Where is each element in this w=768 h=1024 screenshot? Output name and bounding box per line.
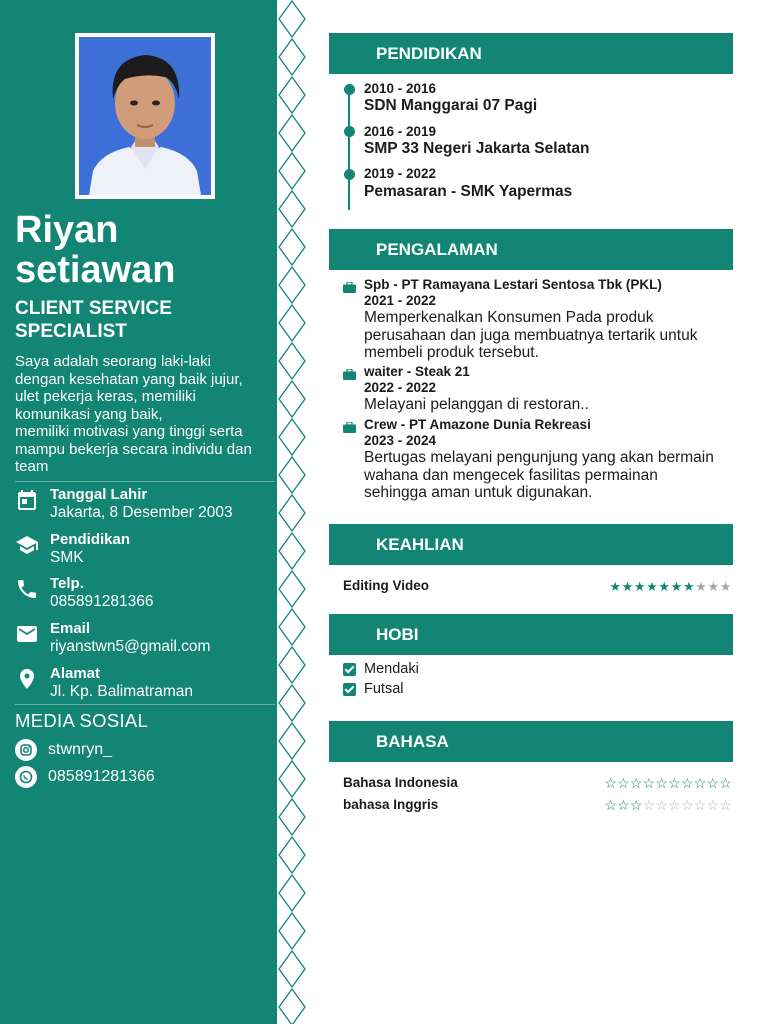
briefcase-icon [343, 420, 356, 431]
education-years: 2016 - 2019 [364, 124, 437, 139]
star-empty-icon: ★ [719, 579, 732, 594]
info-label: Alamat [50, 665, 101, 682]
hobby-text: Futsal [364, 681, 404, 697]
skill-rating-stars [609, 579, 732, 595]
star-filled-icon: ☆ [629, 775, 643, 791]
star-empty-icon: ☆ [680, 797, 694, 813]
social-text: 085891281366 [48, 768, 155, 785]
star-filled-icon: ★ [682, 579, 696, 594]
timeline-line [348, 84, 350, 210]
star-filled-icon: ★ [609, 579, 622, 594]
experience-desc-line: membeli produk tersebut. [364, 344, 539, 361]
timeline-dot [344, 126, 355, 137]
instagram-icon [15, 739, 37, 761]
star-filled-icon: ★ [670, 579, 683, 594]
experience-desc [364, 396, 736, 414]
about-line: Saya adalah seorang laki-laki [15, 353, 211, 370]
about-line: komunikasi yang baik, [15, 405, 163, 423]
timeline-dot [344, 169, 355, 180]
about-line: team [15, 458, 49, 475]
info-value: 085891281366 [50, 593, 154, 610]
star-filled-icon: ☆ [642, 775, 656, 791]
star-filled-icon: ☆ [629, 797, 643, 813]
info-value: Jl. Kp. Balimatraman [50, 683, 193, 700]
star-filled-icon: ☆ [719, 775, 732, 791]
divider [15, 481, 275, 482]
job-title [15, 297, 270, 343]
info-label: Email [50, 620, 91, 637]
star-empty-icon: ★ [707, 579, 720, 594]
checkbox-icon [343, 663, 356, 676]
info-label: Pendidikan [50, 531, 131, 548]
education-school: Pemasaran - SMK Yapermas [364, 183, 573, 200]
experience-desc-line: wahana dan mengecek fasilitas permainan [364, 466, 658, 484]
education-school: SMP 33 Negeri Jakarta Selatan [364, 140, 590, 157]
sidebar [0, 0, 277, 1024]
experience-desc-line: Melayani pelanggan di restoran.. [364, 396, 589, 413]
star-empty-icon: ☆ [693, 797, 707, 813]
section-header-bahasa: BAHASA [329, 721, 733, 762]
timeline-dot [344, 84, 355, 95]
checkbox-icon [343, 683, 356, 696]
phone-icon [15, 577, 39, 601]
job-title-line1: CLIENT SERVICE [15, 298, 172, 319]
star-filled-icon: ☆ [706, 775, 720, 791]
experience-title: Spb - PT Ramayana Lestari Sentosa Tbk (PKL) [364, 277, 662, 292]
star-filled-icon: ★ [633, 579, 647, 594]
person-name-line2: setiawan [15, 249, 176, 291]
experience-desc-line: perusahaan dan juga membuatnya tertarik untuk [364, 326, 698, 344]
star-empty-icon: ☆ [706, 797, 720, 813]
star-filled-icon: ☆ [693, 775, 707, 791]
experience-desc-line: sehingga aman untuk digunakan. [364, 484, 593, 501]
star-filled-icon: ☆ [617, 797, 630, 813]
media-sosial-title: MEDIA SOSIAL [15, 710, 149, 731]
experience-desc-line: Bertugas melayani pengunjung yang akan bermain [364, 449, 714, 466]
experience-desc-line: Memperkenalkan Konsumen Pada produk [364, 309, 654, 326]
section-header-pengalaman: PENGALAMAN [329, 229, 733, 270]
education-school: SDN Manggarai 07 Pagi [364, 97, 538, 114]
star-empty-icon: ☆ [719, 797, 732, 813]
calendar-icon [15, 488, 39, 512]
experience-years: 2022 - 2022 [364, 380, 437, 395]
star-filled-icon: ☆ [655, 775, 669, 791]
language-rating-stars [604, 775, 732, 792]
star-filled-icon: ★ [658, 579, 671, 594]
star-filled-icon: ☆ [604, 775, 618, 791]
experience-years: 2023 - 2024 [364, 433, 437, 448]
whatsapp-icon [15, 766, 37, 788]
info-value: riyanstwn5@gmail.com [50, 638, 211, 655]
about-line: dengan kesehatan yang baik jujur, [15, 370, 243, 388]
skill-name: Editing Video [343, 578, 430, 593]
star-empty-icon: ☆ [655, 797, 669, 813]
info-label: Telp. [50, 575, 84, 592]
star-filled-icon: ★ [621, 579, 634, 594]
info-value: Jakarta, 8 Desember 2003 [50, 504, 233, 521]
language-rating-stars [604, 797, 732, 814]
experience-desc [364, 309, 736, 362]
profile-photo [79, 37, 211, 195]
about-text [15, 353, 277, 476]
divider [15, 704, 275, 705]
person-name [15, 210, 270, 290]
star-empty-icon: ☆ [668, 797, 681, 813]
education-years: 2019 - 2022 [364, 166, 437, 181]
experience-years: 2021 - 2022 [364, 293, 437, 308]
section-header-hobi: HOBI [329, 614, 733, 655]
location-pin-icon [15, 667, 39, 691]
star-filled-icon: ☆ [668, 775, 681, 791]
education-years: 2010 - 2016 [364, 81, 437, 96]
star-filled-icon: ☆ [617, 775, 630, 791]
language-name: Bahasa Indonesia [343, 775, 458, 790]
about-line: ulet pekerja keras, memiliki [15, 388, 196, 405]
star-empty-icon: ☆ [642, 797, 656, 813]
section-header-keahlian: KEAHLIAN [329, 524, 733, 565]
social-whatsapp [15, 766, 270, 788]
experience-desc [364, 449, 736, 502]
star-empty-icon: ★ [695, 579, 708, 594]
social-instagram [15, 739, 270, 761]
info-label: Tanggal Lahir [50, 486, 148, 503]
diamond-pattern-strip [277, 0, 307, 1024]
star-filled-icon: ☆ [680, 775, 694, 791]
experience-title: Crew - PT Amazone Dunia Rekreasi [364, 417, 591, 432]
experience-title: waiter - Steak 21 [364, 364, 470, 379]
about-line: mampu bekerja secara individu dan [15, 440, 252, 458]
section-header-pendidikan: PENDIDIKAN [329, 33, 733, 74]
briefcase-icon [343, 280, 356, 291]
job-title-line2: SPECIALIST [15, 321, 127, 342]
language-name: bahasa Inggris [343, 797, 439, 812]
profile-photo-frame [75, 33, 215, 199]
info-value: SMK [50, 549, 84, 566]
star-filled-icon: ★ [646, 579, 659, 594]
graduation-cap-icon [15, 533, 39, 557]
briefcase-icon [343, 367, 356, 378]
mail-icon [15, 622, 39, 646]
hobby-text: Mendaki [364, 661, 419, 677]
person-name-line1: Riyan [15, 209, 119, 251]
star-filled-icon: ☆ [604, 797, 618, 813]
social-text: stwnryn_ [48, 741, 113, 758]
about-line: memiliki motivasi yang tinggi serta [15, 423, 243, 440]
